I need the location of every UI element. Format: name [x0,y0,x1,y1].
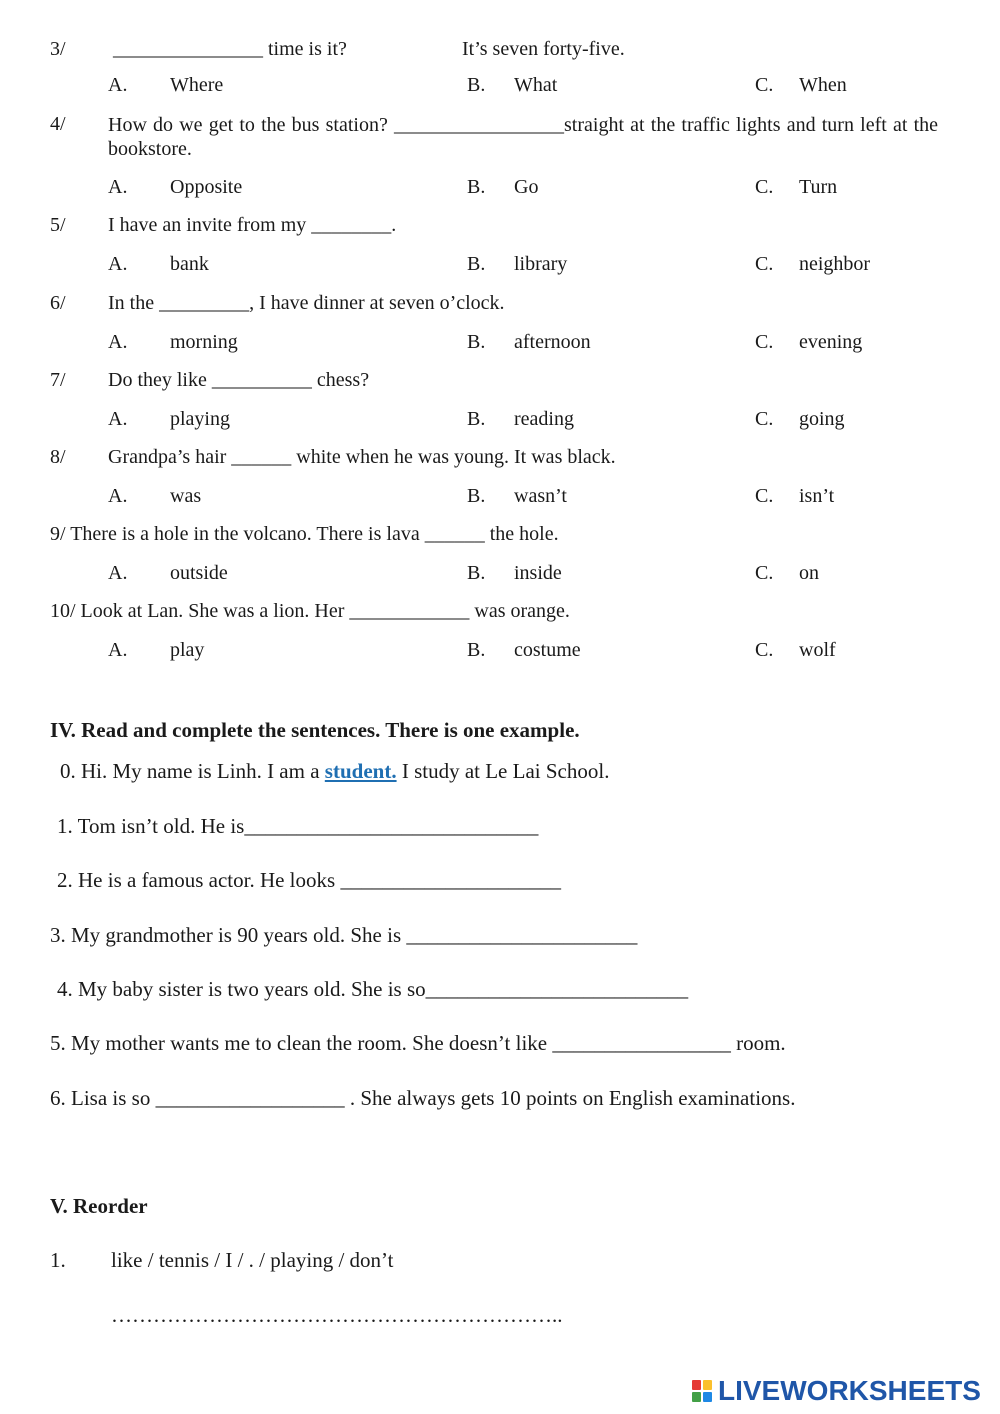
option-letter: B. [467,176,486,198]
option-letter: A. [108,176,128,198]
option-letter: B. [467,408,486,430]
section-heading: V. Reorder [50,1194,148,1218]
logo-icon [692,1378,714,1404]
question-stem: _______________ time is it? [113,38,347,60]
option-letter: A. [108,74,128,96]
question-number: 6/ [50,292,66,314]
option-text[interactable]: costume [514,639,581,661]
question-stem: 9/ There is a hole in the volcano. There is lava ______ the hole. [50,523,559,545]
option-text[interactable]: play [170,639,205,661]
option-text[interactable]: Opposite [170,176,243,198]
option-text[interactable]: inside [514,562,562,584]
option-letter: C. [755,176,774,198]
option-letter: A. [108,331,128,353]
question-stem: How do we get to the bus station? _________________straight at the traffic lights and turn left at the bookstore. [108,114,938,160]
option-text[interactable]: neighbor [799,253,871,275]
logo-text: LIVEWORKSHEETS [718,1375,981,1406]
option-text[interactable]: library [514,253,568,275]
option-letter: B. [467,639,486,661]
option-text[interactable]: going [799,408,845,430]
example-sentence [60,759,609,784]
question-stem: I have an invite from my ________. [108,214,397,236]
option-letter: B. [467,74,486,96]
completion-item[interactable]: 1. Tom isn’t old. He is____________________________ [57,814,539,838]
option-letter: C. [755,74,774,96]
option-letter: A. [108,253,128,275]
question-number: 4/ [50,113,66,135]
question-stem-answer: It’s seven forty-five. [462,38,625,60]
option-text[interactable]: morning [170,331,238,353]
option-text[interactable]: evening [799,331,863,353]
reorder-words: like / tennis / I / . / playing / don’t [111,1248,394,1272]
option-text[interactable]: bank [170,253,209,275]
option-letter: B. [467,485,486,507]
option-text[interactable]: reading [514,408,574,430]
question-number: 3/ [50,38,66,60]
option-text[interactable]: outside [170,562,228,584]
option-letter: B. [467,562,486,584]
option-letter: B. [467,331,486,353]
option-letter: A. [108,408,128,430]
option-text[interactable]: on [799,562,819,584]
example-answer[interactable]: student. [324,759,397,783]
option-text[interactable]: afternoon [514,331,591,353]
option-letter: B. [467,253,486,275]
question-stem: Grandpa’s hair ______ white when he was young. It was black. [108,446,616,468]
liveworksheets-logo [692,1376,981,1406]
question-number: 5/ [50,214,66,236]
completion-item[interactable]: 6. Lisa is so __________________ . She always gets 10 points on English examinations. [50,1086,796,1110]
option-letter: A. [108,639,128,661]
option-letter: A. [108,562,128,584]
option-text[interactable]: isn’t [799,485,835,507]
reorder-answer-line[interactable]: ……………………………………………………….. [111,1303,563,1327]
option-text[interactable]: What [514,74,558,96]
option-text[interactable]: was [170,485,202,507]
option-letter: C. [755,253,774,275]
completion-item[interactable]: 3. My grandmother is 90 years old. She is ______________________ [50,923,638,947]
completion-item[interactable]: 2. He is a famous actor. He looks _____________________ [57,868,561,892]
example-text-after: I study at Le Lai School. [396,759,610,783]
question-stem: 10/ Look at Lan. She was a lion. Her ____________ was orange. [50,600,570,622]
question-stem: Do they like __________ chess? [108,369,370,391]
option-text[interactable]: Go [514,176,539,198]
example-text-before: 0. Hi. My name is Linh. I am a [60,759,325,783]
option-letter: C. [755,331,774,353]
option-text[interactable]: Turn [799,176,838,198]
section-heading: IV. Read and complete the sentences. There is one example. [50,718,580,742]
option-letter: C. [755,562,774,584]
option-text[interactable]: playing [170,408,230,430]
option-letter: C. [755,408,774,430]
reorder-number: 1. [50,1248,66,1272]
option-text[interactable]: When [799,74,847,96]
option-letter: C. [755,639,774,661]
completion-item[interactable]: 4. My baby sister is two years old. She is so_________________________ [57,977,689,1001]
question-number: 7/ [50,369,66,391]
option-text[interactable]: Where [170,74,224,96]
option-letter: A. [108,485,128,507]
question-number: 8/ [50,446,66,468]
completion-item[interactable]: 5. My mother wants me to clean the room. She doesn’t like _________________ room. [50,1031,786,1055]
question-stem: In the _________, I have dinner at seven o’clock. [108,292,505,314]
option-text[interactable]: wolf [799,639,836,661]
option-text[interactable]: wasn’t [514,485,567,507]
option-letter: C. [755,485,774,507]
